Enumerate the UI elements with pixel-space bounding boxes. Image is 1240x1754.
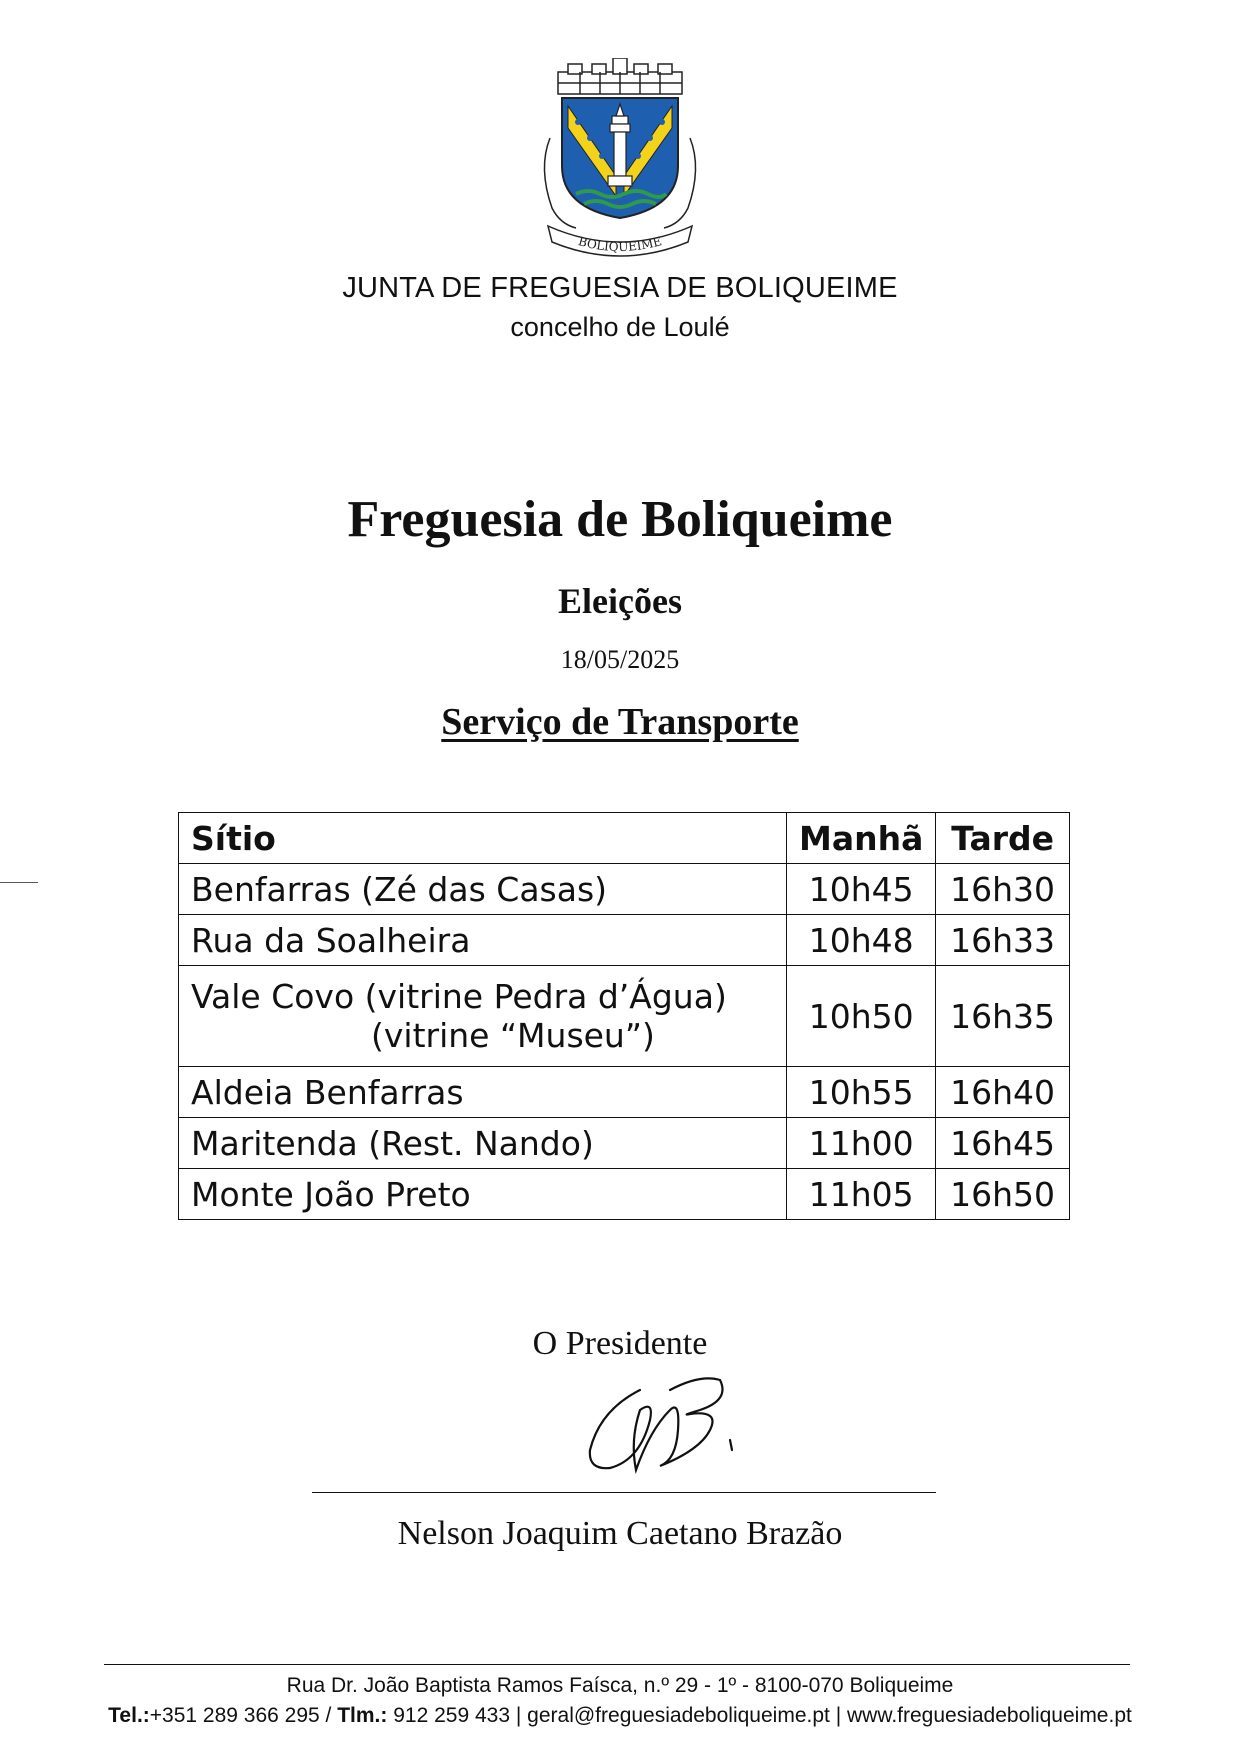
afternoon-time-cell: 16h45	[936, 1118, 1070, 1169]
location-cell: Aldeia Benfarras	[179, 1067, 787, 1118]
afternoon-time-cell: 16h35	[936, 966, 1070, 1067]
email-link[interactable]: geral@freguesiadeboliqueime.pt	[527, 1704, 830, 1727]
table-row	[179, 1169, 1070, 1220]
morning-time-cell: 10h48	[787, 915, 936, 966]
signatory-role: O Presidente	[532, 1325, 708, 1362]
handwritten-signature	[580, 1370, 770, 1490]
column-header-location: Sítio	[179, 813, 787, 864]
signature-line	[312, 1492, 936, 1493]
afternoon-time-cell: 16h50	[936, 1169, 1070, 1220]
location-cell: Benfarras (Zé das Casas)	[179, 864, 787, 915]
morning-time-cell: 11h05	[787, 1169, 936, 1220]
tel-label: Tel.:	[108, 1704, 150, 1727]
location-cell: Maritenda (Rest. Nando)	[179, 1118, 787, 1169]
coat-of-arms-logo	[530, 58, 710, 258]
afternoon-time-cell: 16h30	[936, 864, 1070, 915]
footer-divider	[104, 1664, 1130, 1665]
website-link[interactable]: www.freguesiadeboliqueime.pt	[847, 1704, 1132, 1727]
table-row	[179, 915, 1070, 966]
afternoon-time-cell: 16h33	[936, 915, 1070, 966]
table-row	[179, 1067, 1070, 1118]
column-header-afternoon: Tarde	[936, 813, 1070, 864]
morning-time-cell: 11h00	[787, 1118, 936, 1169]
location-line-2: (vitrine “Museu”)	[371, 1016, 655, 1055]
signatory-name: Nelson Joaquim Caetano Brazão	[397, 1515, 843, 1552]
document-date: 18/05/2025	[560, 645, 680, 674]
tlm-label: Tlm.:	[337, 1704, 388, 1727]
column-header-morning: Manhã	[787, 813, 936, 864]
footer-address: Rua Dr. João Baptista Ramos Faísca, n.º 29 - 1º - 8100-070 Boliqueime	[286, 1674, 954, 1697]
section-heading: Serviço de Transporte	[441, 701, 799, 743]
location-cell	[179, 966, 787, 1067]
document-title: Freguesia de Boliqueime	[347, 491, 893, 548]
crest-banner-text: BOLIQUEIME	[576, 234, 664, 255]
location-cell: Rua da Soalheira	[179, 915, 787, 966]
transport-schedule-table	[178, 812, 1070, 1220]
margin-mark	[0, 882, 38, 883]
table-row	[179, 864, 1070, 915]
tel-number: +351 289 366 295	[149, 1704, 320, 1727]
table-row	[179, 966, 1070, 1067]
tlm-number: 912 259 433	[393, 1704, 511, 1727]
table-header-row	[179, 813, 1070, 864]
organization-name: JUNTA DE FREGUESIA DE BOLIQUEIME	[342, 272, 898, 304]
morning-time-cell: 10h45	[787, 864, 936, 915]
footer-contacts: Tel.:+351 289 366 295 / Tlm.: 912 259 433 | geral@freguesiadeboliqueime.pt | www.freguesiadeboliqueime.pt	[108, 1704, 1132, 1727]
document-subtitle: Eleições	[558, 581, 682, 621]
afternoon-time-cell: 16h40	[936, 1067, 1070, 1118]
location-line-1: Vale Covo (vitrine Pedra d’Água)	[191, 977, 727, 1016]
municipality-name: concelho de Loulé	[510, 312, 730, 342]
table-row	[179, 1118, 1070, 1169]
morning-time-cell: 10h50	[787, 966, 936, 1067]
morning-time-cell: 10h55	[787, 1067, 936, 1118]
location-cell: Monte João Preto	[179, 1169, 787, 1220]
